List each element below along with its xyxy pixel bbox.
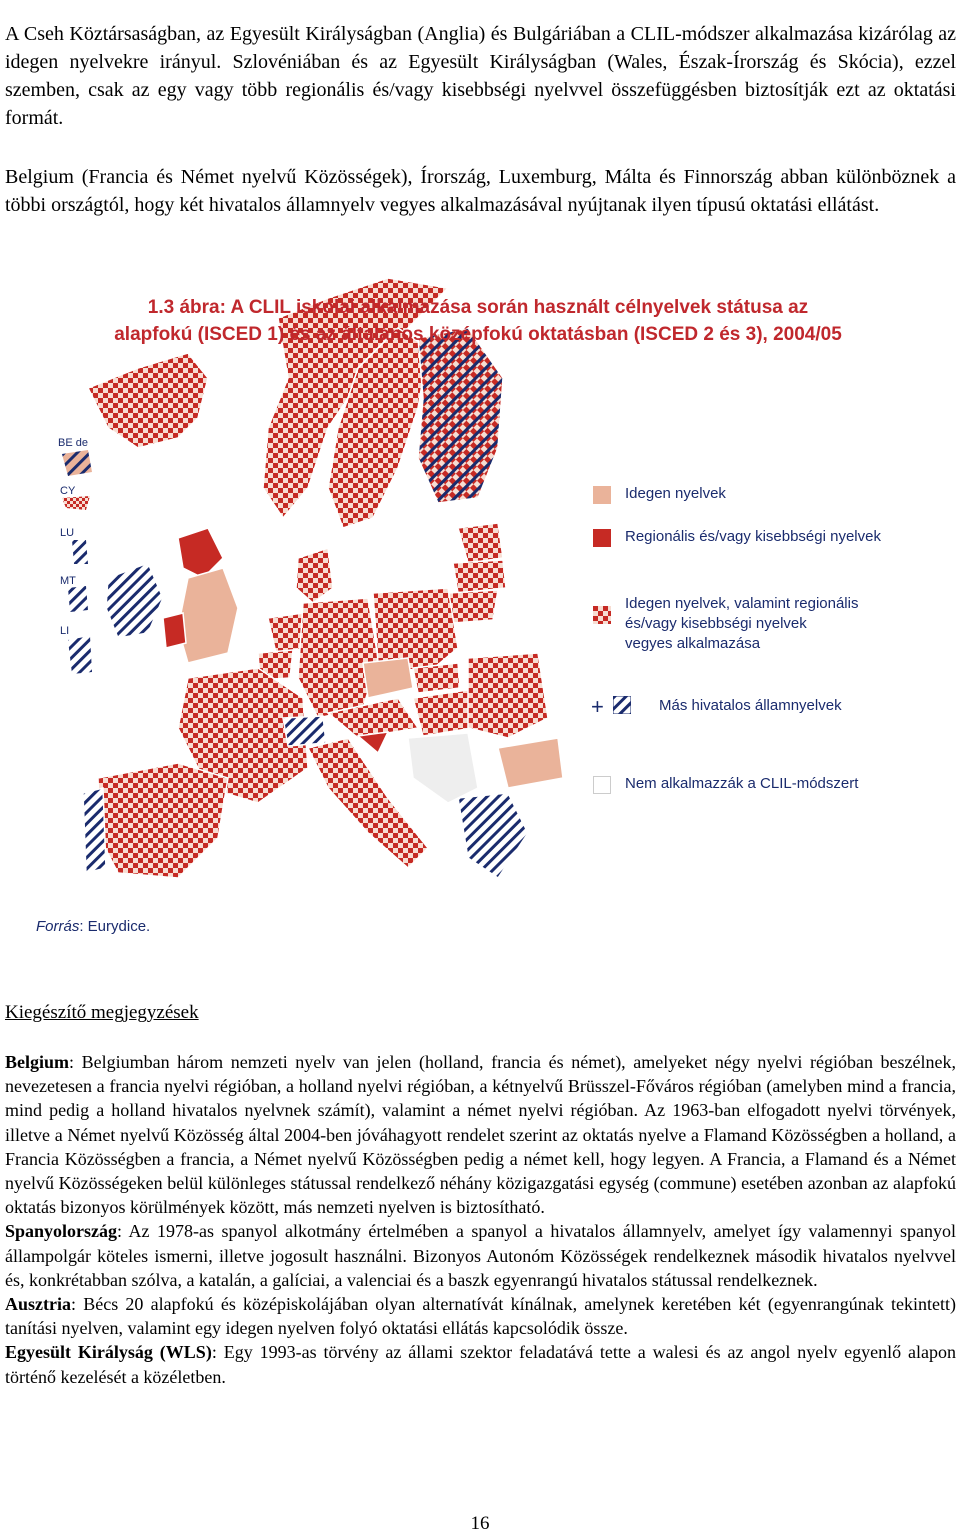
note-belgium-text: : Belgiumban három nemzeti nyelv van jelen (holland, francia és német), amelyeket négy nyelvi régióban beszélnek, nevezetesen a francia nyelvi régióban, a holland nyelvi régióban, a kétnyelvű Brüsszel-Főváros régióban (amelyben mind a francia, mind pedig a holland hivatalos nyelvnek számít), valamint a német nyelvi régióban. Az 1963-ban elfogadott nyelvi törvények, illetve a Német nyelvű Közösség által 2004-ben jóváhagyott rendelet szerint az oktatás nyelve a Flamand Közösségben a holland, a Francia Közösségben a francia, a Német nyelvű Közösségben pedig a német kell, hogy legyen. A Francia, a Flamand és a Német nyelvű Közösségeken belül különleges státussal rendelkező néhány közigazgatási egység (commune) esetében azonban az alapfokú oktatás bizonyos körülmények között, más nemzeti nyelven is biztosítható.: [5, 1052, 956, 1218]
notes-heading: Kiegészítő megjegyzések: [5, 1002, 199, 1023]
country-estonia: [458, 523, 503, 563]
notes-body: [5, 1050, 956, 1389]
note-belgium-label: Belgium: [5, 1052, 70, 1072]
note-spain-label: Spanyolország: [5, 1221, 118, 1242]
legend-label-foreign: Idegen nyelvek: [625, 485, 726, 502]
intro-paragraph: A Cseh Köztársaságban, az Egyesült Királyságban (Anglia) és Bulgáriában a CLIL-módszer alkalmazása kizárólag az idegen nyelvekre irányul. Szlovéniában és az Egyesült Királyságban (Wales, Észak-Írország és Skócia), ezzel szemben, csak az egy vagy több regionális és/vagy kisebbségi nyelvvel összefüggésben biztosítják ezt az oktatási formát.: [5, 23, 956, 129]
country-denmark: [296, 548, 333, 603]
note-uk-text: : Egy 1993-as törvény az állami szektor feladatává tette a walesi és az angol nyelv egyenlő alapon történő kezelését a közéletben.: [5, 1342, 957, 1387]
country-wales: [163, 613, 186, 648]
inset-label-cy: CY: [60, 485, 76, 497]
inset-label-li: LI: [60, 625, 70, 637]
legend-swatch-regional: [593, 529, 611, 547]
figure-title-line-1: 1.3 ábra: A CLIL iskolai alkalmazása során használt célnyelvek státusa az: [147, 297, 809, 318]
inset-cy: [62, 496, 90, 510]
country-hungary: [413, 690, 473, 736]
note-austria-text: : Bécs 20 alapfokú és középiskolájában olyan alternatívát kínálnak, amelynek keretében két (egyenrangúnak tekintett) tanítási nyelven, valamint egy idegen nyelven folyó oktatási ellátás kapcsolódik össze.: [5, 1294, 956, 1339]
legend-swatch-mixed: [593, 606, 611, 624]
legend-label-mixed-line-2: és/vagy kisebbségi nyelvek: [625, 615, 807, 632]
country-lithuania: [448, 590, 498, 623]
inset-label-lu: LU: [60, 527, 75, 539]
figure-title: [28, 294, 928, 348]
note-belgium: [5, 1050, 956, 1219]
legend-label-mixed: [625, 594, 858, 654]
country-czech-republic: [363, 658, 413, 698]
inset-li: [68, 636, 92, 674]
country-spain: [98, 763, 228, 878]
note-austria-label: Ausztria: [5, 1294, 71, 1315]
note-austria: [5, 1292, 956, 1340]
country-slovakia: [413, 663, 460, 693]
legend-label-none: Nem alkalmazzák a CLIL-módszert: [625, 775, 859, 792]
country-iceland: [88, 353, 208, 448]
source-label: Forrás: [36, 918, 80, 935]
legend-swatch-other-official: [613, 696, 631, 714]
country-finland: [418, 328, 503, 503]
note-uk: [5, 1340, 956, 1388]
page-number: 16: [470, 1513, 490, 1534]
figure-source: [36, 918, 150, 935]
country-greece: [458, 793, 528, 878]
country-germany: [298, 598, 378, 718]
second-paragraph: Belgium (Francia és Német nyelvű Közösségek), Írország, Luxemburg, Málta és Finnország abban különböznek a többi országtól, hogy két hivatalos államnyelv vegyes alkalmazásával nyújtanak ilyen típusú oktatási ellátást.: [5, 166, 956, 216]
inset-panels: [56, 433, 100, 693]
legend-label-other-official: Más hivatalos államnyelvek: [659, 697, 842, 714]
country-switzerland: [283, 716, 326, 746]
clil-map-figure: [28, 258, 928, 948]
legend-swatch-none: [593, 776, 611, 794]
country-portugal: [83, 788, 106, 873]
legend-label-mixed-line-3: vegyes alkalmazása: [625, 635, 761, 652]
inset-mt: [68, 586, 88, 612]
inset-label-be: BE de: [58, 437, 88, 449]
legend-swatch-foreign: [593, 486, 611, 504]
country-ireland: [106, 563, 163, 638]
country-bulgaria: [498, 738, 563, 788]
country-england: [178, 568, 238, 663]
figure-title-line-2: alapfokú (ISCED 1) és az általános középfokú oktatásban (ISCED 2 és 3), 2004/05: [114, 324, 842, 345]
legend-label-mixed-line-1: Idegen nyelvek, valamint regionális: [625, 595, 859, 612]
country-slovenia: [358, 732, 388, 753]
inset-label-mt: MT: [60, 575, 76, 587]
note-spain: [5, 1219, 956, 1292]
countries: [83, 278, 563, 878]
source-value: : Eurydice.: [79, 918, 151, 935]
legend-label-regional: Regionális és/vagy kisebbségi nyelvek: [625, 528, 881, 545]
note-uk-label: Egyesült Királyság (WLS): [5, 1342, 212, 1363]
note-spain-text: : Az 1978-as spanyol alkotmány értelmében a spanyol a hivatalos államnyelv, amelyet így valamennyi spanyol állampolgár köteles ismerni, illetve jogosult használni. Bizonyos Autonóm Közösségek rendelkeznek második hivatalos nyelvvel és, konkrétabban szólva, a katalán, a galíciai, a valenciai és a baszk egyenrangú hivatalos státussal rendelkeznek.: [5, 1221, 956, 1290]
country-romania: [468, 653, 548, 738]
legend-plus-sign: +: [591, 694, 604, 719]
country-balkans: [408, 733, 478, 803]
inset-lu: [72, 540, 88, 564]
country-latvia: [453, 560, 506, 593]
